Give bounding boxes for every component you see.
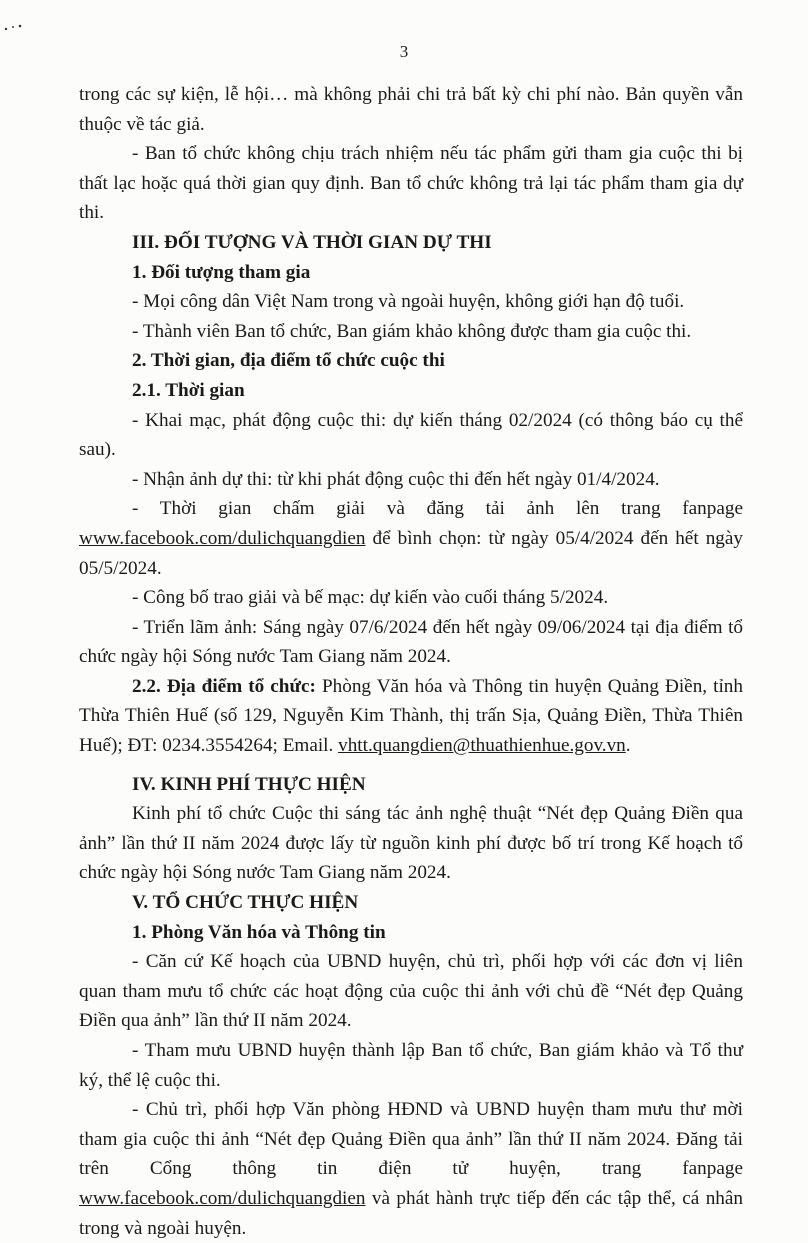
paragraph-awards: - Công bố trao giải và bế mạc: dự kiến vào cuối tháng 5/2024. [132, 587, 609, 609]
email-link[interactable]: vhtt.quangdien@thuathienhue.gov.vn [338, 735, 626, 757]
venue-text: Phòng Văn hóa và Thông tin huyện Quảng Điền, tỉnh Thừa Thiên Huế (số 129, Nguyễn Kim Thành, thị trấn Sịa, Quảng Điền, Thừa Thiên Huế); ĐT: 0234.3554264; Email. [79, 675, 743, 757]
section-heading-iv: IV. KINH PHÍ THỰC HIỆN [132, 773, 366, 795]
paragraph-invitation [79, 1095, 743, 1243]
subheading-time: 2.1. Thời gian [132, 379, 245, 401]
paragraph-copyright: trong các sự kiện, lễ hội… mà không phải chi trả bất kỳ chi phí nào. Bản quyền vẫn thuộc về tác giả. [79, 84, 743, 135]
subheading-time-place: 2. Thời gian, địa điểm tổ chức cuộc thi [132, 350, 445, 372]
document-body [79, 80, 743, 1243]
paragraph-venue [79, 672, 743, 761]
page-number: 3 [399, 42, 409, 61]
invitation-text: - Chủ trì, phối hợp Văn phòng HĐND và UBND huyện tham mưu thư mời tham gia cuộc thi ảnh “Nét đẹp Quảng Điền qua ảnh” lần thứ II năm 2024. Đăng tải trên Cổng thông tin điện tử huyện, trang fanpage [79, 1099, 743, 1180]
paragraph-plan: - Căn cứ Kế hoạch của UBND huyện, chủ trì, phối hợp với các đơn vị liên quan tham mưu tổ chức các hoạt động của cuộc thi ảnh với chủ đề “Nét đẹp Quảng Điền qua ảnh” lần thứ II năm 2024. [79, 951, 743, 1032]
paragraph-committee: - Tham mưu UBND huyện thành lập Ban tổ chức, Ban giám khảo và Tổ thư ký, thể lệ cuộc thi. [79, 1040, 743, 1091]
subheading-participants: 1. Đối tượng tham gia [132, 261, 311, 283]
paragraph-judging-line2 [79, 524, 743, 583]
paragraph-opening: - Khai mạc, phát động cuộc thi: dự kiến tháng 02/2024 (có thông báo cụ thể sau). [79, 409, 743, 461]
fanpage-link[interactable]: www.facebook.com/dulichquangdien [79, 527, 366, 549]
paragraph-submission: - Nhận ảnh dự thi: từ khi phát động cuộc thi đến hết ngày 01/4/2024. [132, 468, 660, 490]
section-heading-v: V. TỔ CHỨC THỰC HIỆN [132, 892, 359, 914]
paragraph-judging-line1: - Thời gian chấm giải và đăng tải ảnh lên trang fanpage [132, 498, 743, 520]
section-heading-iii: III. ĐỐI TƯỢNG VÀ THỜI GIAN DỰ THI [132, 231, 492, 253]
fanpage-link-2[interactable]: www.facebook.com/dulichquangdien [79, 1187, 366, 1209]
paragraph-liability: - Ban tổ chức không chịu trách nhiệm nếu tác phẩm gửi tham gia cuộc thi bị thất lạc hoặc quá thời gian quy định. Ban tổ chức không trả lại tác phẩm tham gia dự thi. [79, 143, 743, 224]
venue-end: . [625, 735, 631, 757]
venue-label: 2.2. Địa điểm tổ chức: [132, 675, 316, 697]
paragraph-eligible: - Mọi công dân Việt Nam trong và ngoài huyện, không giới hạn độ tuổi. [132, 291, 685, 313]
invitation-end: và phát hành trực tiếp đến các tập thể, cá nhân trong và ngoài huyện. [79, 1187, 743, 1239]
paragraph-excluded: - Thành viên Ban tổ chức, Ban giám khảo không được tham gia cuộc thi. [132, 320, 692, 342]
subheading-culture-office: 1. Phòng Văn hóa và Thông tin [132, 921, 386, 943]
scan-speck-mark [4, 24, 26, 32]
paragraph-budget: Kinh phí tổ chức Cuộc thi sáng tác ảnh nghệ thuật “Nét đẹp Quảng Điền qua ảnh” lần thứ II năm 2024 được lấy từ nguồn kinh phí được bố trí trong Kế hoạch tổ chức ngày hội Sóng nước Tam Giang năm 2024. [79, 803, 743, 884]
judging-dates: để bình chọn: từ ngày 05/4/2024 đến hết ngày 05/5/2024. [79, 527, 743, 579]
paragraph-exhibition: - Triển lãm ảnh: Sáng ngày 07/6/2024 đến hết ngày 09/06/2024 tại địa điểm tổ chức ngày hội Sóng nước Tam Giang năm 2024. [79, 616, 743, 668]
